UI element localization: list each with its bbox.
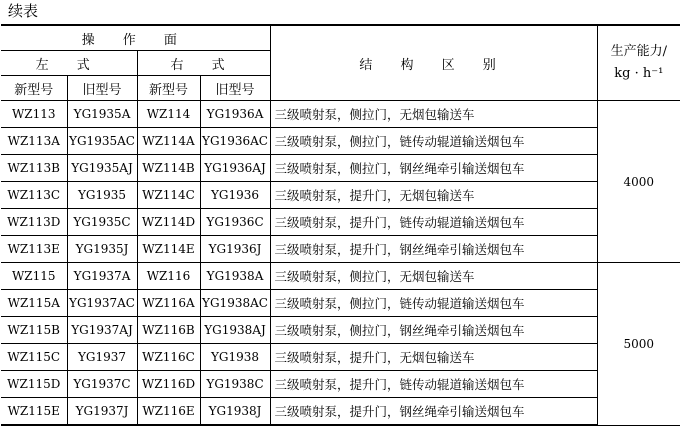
right-type-header: 右 式 xyxy=(137,51,270,76)
left-new-model-cell: WZ113A xyxy=(1,128,67,155)
structure-desc-cell: 三级喷射泵，侧拉门，链传动辊道输送烟包车 xyxy=(270,290,597,317)
structure-desc-cell: 三级喷射泵，侧拉门，钢丝绳牵引输送烟包车 xyxy=(270,317,597,344)
left-new-model-cell: WZ113 xyxy=(1,101,67,128)
structure-desc-cell: 三级喷射泵，提升门，无烟包输送车 xyxy=(270,182,597,209)
left-new-model-cell: WZ113D xyxy=(1,209,67,236)
table-row xyxy=(1,263,680,290)
table-row xyxy=(1,344,680,371)
left-new-model-cell: WZ113C xyxy=(1,182,67,209)
table-row xyxy=(1,128,680,155)
operation-face-header: 操 作 面 xyxy=(1,25,270,51)
table-row xyxy=(1,155,680,182)
right-new-model-cell: WZ114 xyxy=(137,101,200,128)
capacity-cell: 4000 xyxy=(597,101,680,263)
left-old-model-cell: YG1935C xyxy=(67,209,137,236)
right-old-model-cell: YG1936AJ xyxy=(200,155,270,182)
right-new-model-cell: WZ114C xyxy=(137,182,200,209)
table-caption: 续表 xyxy=(8,2,39,20)
right-new-model-cell: WZ116C xyxy=(137,344,200,371)
right-new-model-cell: WZ114E xyxy=(137,236,200,263)
left-new-model-cell: WZ115E xyxy=(1,398,67,426)
table-row xyxy=(1,317,680,344)
right-old-model-cell: YG1938AJ xyxy=(200,317,270,344)
right-old-model-cell: YG1938C xyxy=(200,371,270,398)
right-new-model-cell: WZ114D xyxy=(137,209,200,236)
left-new-model-cell: WZ115 xyxy=(1,263,67,290)
left-new-model-cell: WZ115D xyxy=(1,371,67,398)
structure-desc-cell: 三级喷射泵，侧拉门，无烟包输送车 xyxy=(270,263,597,290)
capacity-header-line1: 生产能力/ xyxy=(610,44,667,59)
right-new-model-cell: WZ116E xyxy=(137,398,200,426)
left-old-model-header: 旧型号 xyxy=(67,76,137,101)
left-old-model-cell: YG1937AJ xyxy=(67,317,137,344)
structure-desc-cell: 三级喷射泵，提升门，链传动辊道输送烟包车 xyxy=(270,371,597,398)
left-old-model-cell: YG1937 xyxy=(67,344,137,371)
left-old-model-cell: YG1937J xyxy=(67,398,137,426)
structure-desc-cell: 三级喷射泵，侧拉门，钢丝绳牵引输送烟包车 xyxy=(270,155,597,182)
structure-desc-cell: 三级喷射泵，侧拉门，无烟包输送车 xyxy=(270,101,597,128)
left-new-model-header: 新型号 xyxy=(1,76,67,101)
right-new-model-cell: WZ114A xyxy=(137,128,200,155)
table-row xyxy=(1,371,680,398)
structure-desc-cell: 三级喷射泵，侧拉门，链传动辊道输送烟包车 xyxy=(270,128,597,155)
model-table xyxy=(1,24,680,426)
capacity-header-line2: kg · h⁻¹ xyxy=(614,66,664,81)
left-new-model-cell: WZ115C xyxy=(1,344,67,371)
left-old-model-cell: YG1937C xyxy=(67,371,137,398)
right-old-model-header: 旧型号 xyxy=(200,76,270,101)
structure-desc-cell: 三级喷射泵，提升门，钢丝绳牵引输送烟包车 xyxy=(270,398,597,426)
structure-diff-header: 结 构 区 别 xyxy=(270,25,597,101)
right-old-model-cell: YG1936AC xyxy=(200,128,270,155)
structure-desc-cell: 三级喷射泵，提升门，链传动辊道输送烟包车 xyxy=(270,209,597,236)
right-old-model-cell: YG1938A xyxy=(200,263,270,290)
right-new-model-cell: WZ116A xyxy=(137,290,200,317)
right-old-model-cell: YG1936 xyxy=(200,182,270,209)
left-type-header: 左 式 xyxy=(1,51,137,76)
right-old-model-cell: YG1938J xyxy=(200,398,270,426)
right-old-model-cell: YG1938 xyxy=(200,344,270,371)
capacity-cell: 5000 xyxy=(597,263,680,426)
table-row xyxy=(1,236,680,263)
table-row xyxy=(1,209,680,236)
left-old-model-cell: YG1935J xyxy=(67,236,137,263)
left-new-model-cell: WZ115A xyxy=(1,290,67,317)
right-old-model-cell: YG1938AC xyxy=(200,290,270,317)
right-old-model-cell: YG1936J xyxy=(200,236,270,263)
right-new-model-cell: WZ116D xyxy=(137,371,200,398)
right-old-model-cell: YG1936A xyxy=(200,101,270,128)
right-new-model-header: 新型号 xyxy=(137,76,200,101)
table-row xyxy=(1,182,680,209)
left-old-model-cell: YG1935 xyxy=(67,182,137,209)
left-new-model-cell: WZ113E xyxy=(1,236,67,263)
table-row xyxy=(1,398,680,426)
right-new-model-cell: WZ116B xyxy=(137,317,200,344)
right-new-model-cell: WZ114B xyxy=(137,155,200,182)
table-row xyxy=(1,290,680,317)
structure-desc-cell: 三级喷射泵，提升门，无烟包输送车 xyxy=(270,344,597,371)
capacity-header xyxy=(597,25,680,101)
left-old-model-cell: YG1937A xyxy=(67,263,137,290)
left-old-model-cell: YG1935A xyxy=(67,101,137,128)
left-old-model-cell: YG1937AC xyxy=(67,290,137,317)
left-new-model-cell: WZ113B xyxy=(1,155,67,182)
left-new-model-cell: WZ115B xyxy=(1,317,67,344)
left-old-model-cell: YG1935AC xyxy=(67,128,137,155)
right-old-model-cell: YG1936C xyxy=(200,209,270,236)
left-old-model-cell: YG1935AJ xyxy=(67,155,137,182)
structure-desc-cell: 三级喷射泵，提升门，钢丝绳牵引输送烟包车 xyxy=(270,236,597,263)
table-row xyxy=(1,101,680,128)
right-new-model-cell: WZ116 xyxy=(137,263,200,290)
